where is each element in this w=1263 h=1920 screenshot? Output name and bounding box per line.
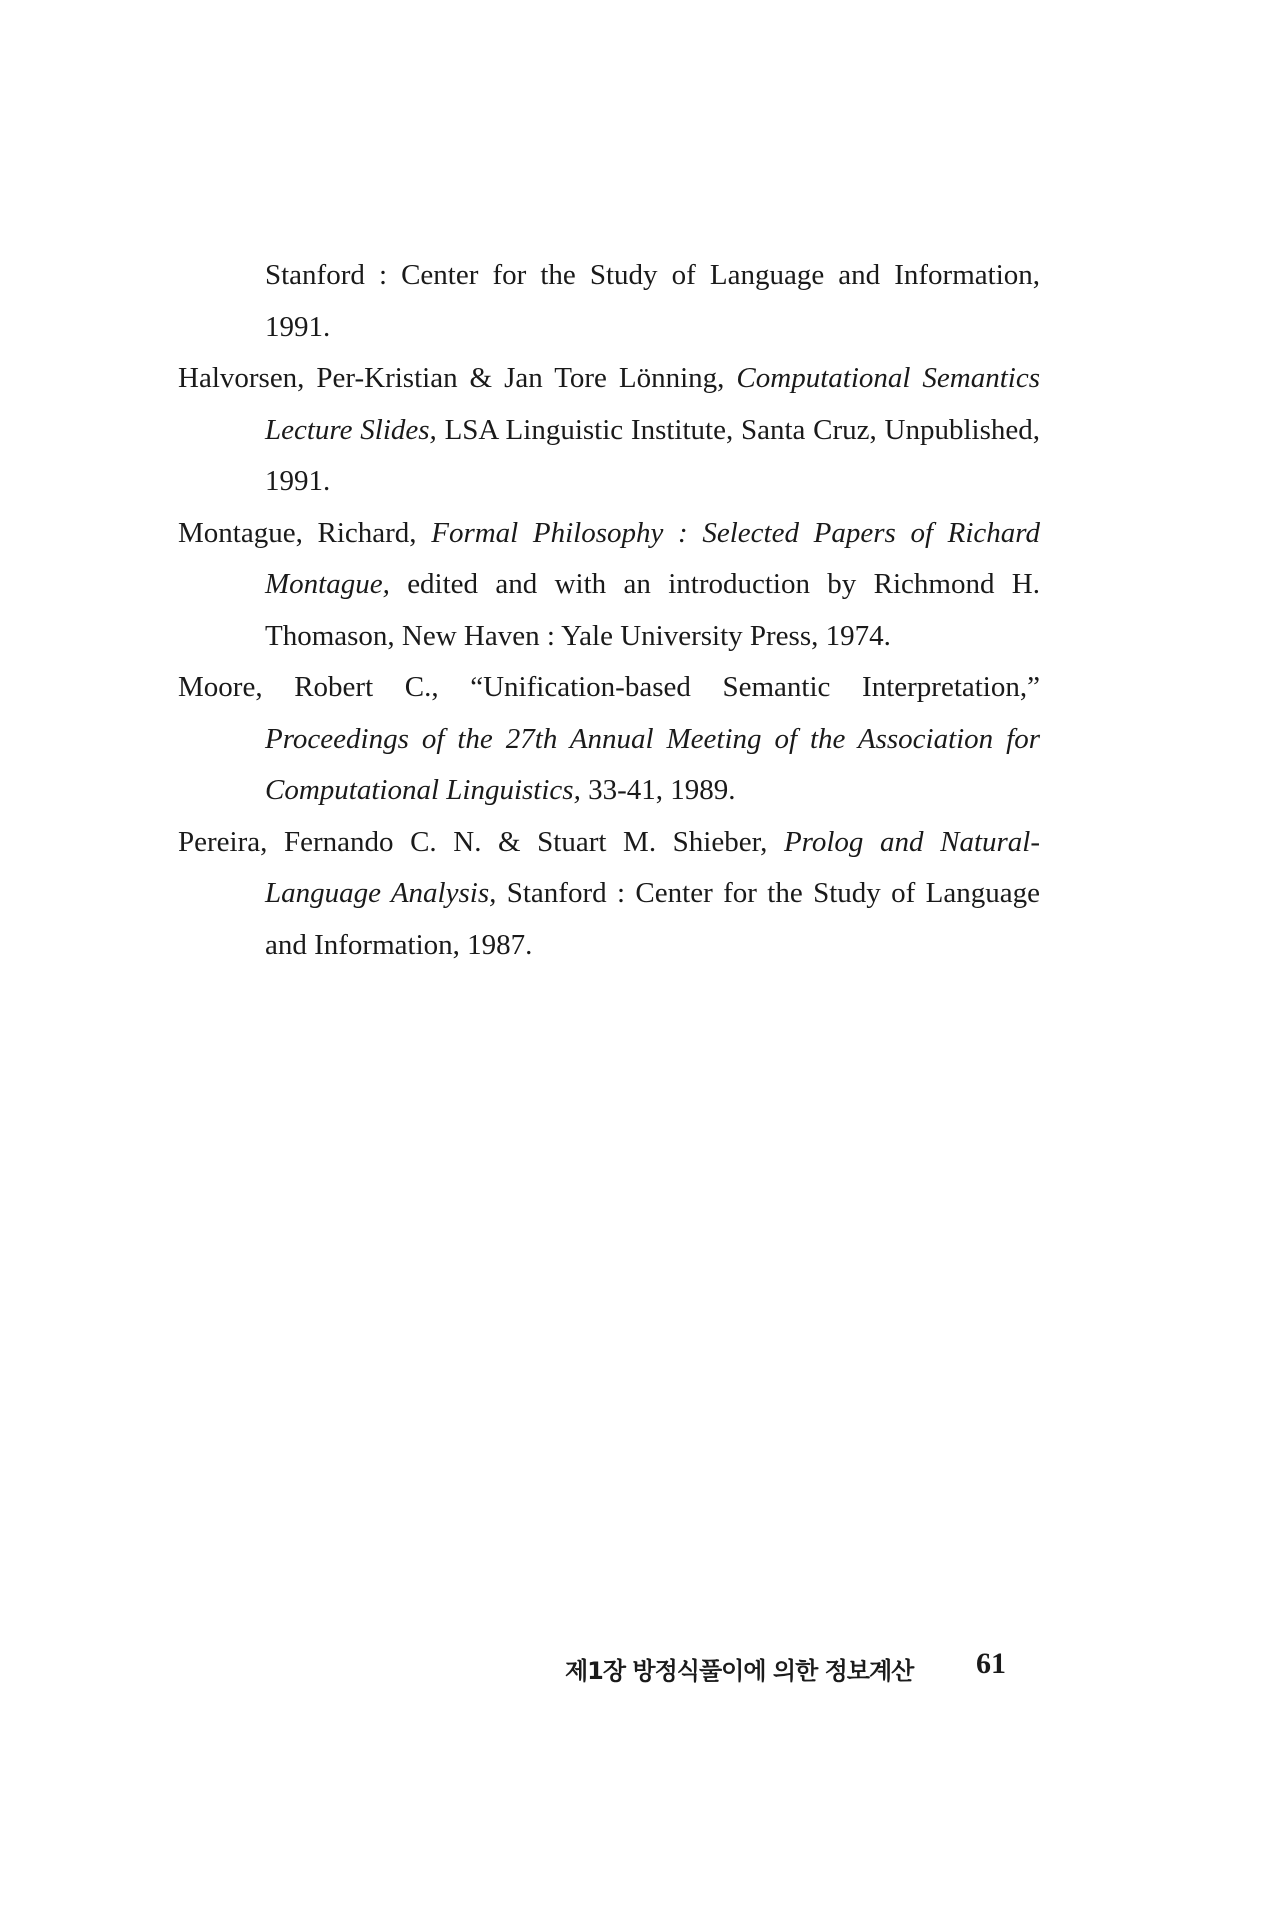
reference-entry bbox=[178, 508, 1040, 663]
reference-details: edited and with an introduction by Richmond H. Thomason, New Haven : Yale University Press, 1974. bbox=[265, 568, 1041, 652]
page-footer bbox=[0, 1645, 1263, 1685]
reference-title: Proceedings of the 27th Annual Meeting of the Association for Computational Linguistics, bbox=[265, 722, 1040, 806]
reference-author: Moore, Robert C., “Unification-based Semantic Interpretation,” bbox=[178, 671, 1040, 703]
reference-title: Formal Philosophy : Selected Papers of Richard Montague, bbox=[265, 516, 1041, 600]
reference-details: Stanford : Center for the Study of Language and Information, 1987. bbox=[265, 877, 1040, 961]
reference-title: Computational Semantics Lecture Slides, bbox=[265, 362, 1041, 446]
chapter-title: 제1장 방정식풀이에 의한 정보계산 bbox=[565, 1657, 914, 1685]
reference-list bbox=[178, 250, 1040, 971]
reference-continuation bbox=[178, 250, 1040, 353]
reference-entry bbox=[178, 353, 1040, 508]
reference-author: Pereira, Fernando C. N. & Stuart M. Shieber, bbox=[178, 825, 768, 858]
reference-text: Stanford : Center for the Study of Language and Information, 1991. bbox=[265, 259, 1040, 343]
page-number: 61 bbox=[976, 1647, 1006, 1680]
reference-entry bbox=[178, 662, 1040, 817]
reference-author: Halvorsen, Per-Kristian & Jan Tore Lönning, bbox=[178, 362, 725, 394]
reference-entry bbox=[178, 817, 1040, 972]
reference-details: 33-41, 1989. bbox=[588, 774, 736, 806]
reference-author: Montague, Richard, bbox=[178, 516, 417, 549]
reference-title: Prolog and Natural-Language Analysis, bbox=[265, 825, 1040, 909]
reference-details: LSA Linguistic Institute, Santa Cruz, Unpublished, 1991. bbox=[265, 413, 1041, 497]
